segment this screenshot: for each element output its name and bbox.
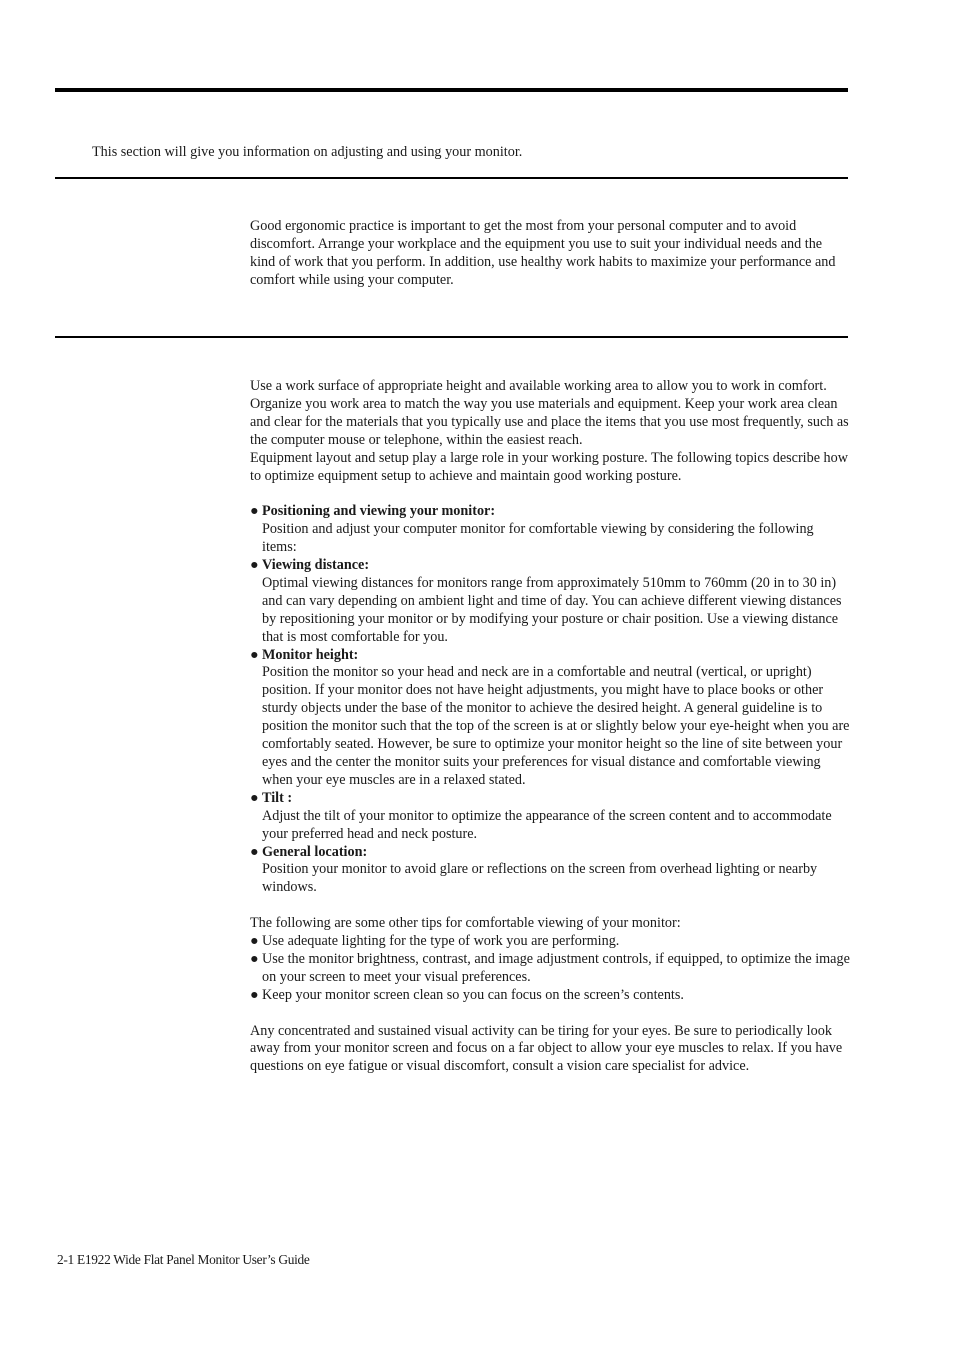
topic-body: Adjust the tilt of your monitor to optimize the appearance of the screen content and to accommodate your preferred head and neck posture. bbox=[262, 807, 832, 842]
bullet-icon: ● bbox=[250, 950, 259, 967]
topic-general-location bbox=[250, 844, 850, 898]
tip-text: Use adequate lighting for the type of work you are performing. bbox=[262, 933, 620, 950]
topic-body: Position the monitor so your head and neck are in a comfortable and neutral (vertical, or upright) position. If your monitor does not have height adjustments, you might have to place books or other sturdy objects under the base of the monitor to achieve the desired height. A general guideline is to position the monitor such that the top of the screen is at or slightly below your eye-height when you are comfortably seated. However, be sure to optimize your monitor height so the line of site between your eyes and the center the monitor suits your preferences for visual distance and comfortable viewing when your eye muscles are in a relaxed stated. bbox=[262, 664, 850, 788]
topic-viewing-distance bbox=[250, 557, 850, 647]
workspace-paragraph-1: Use a work surface of appropriate height and available working area to allow you to work in comfort. bbox=[250, 378, 827, 394]
topic-tilt bbox=[250, 790, 850, 844]
tip-item bbox=[250, 987, 850, 1005]
ergonomics-intro bbox=[250, 218, 850, 290]
topic-monitor-height bbox=[250, 647, 850, 790]
topic-title: Positioning and viewing your monitor: bbox=[262, 503, 496, 520]
bullet-icon: ● bbox=[250, 646, 259, 663]
workspace-section bbox=[250, 378, 850, 1076]
chapter-top-rule bbox=[55, 88, 848, 92]
tip-item bbox=[250, 933, 850, 951]
tips-intro: The following are some other tips for comfortable viewing of your monitor: bbox=[250, 915, 681, 932]
section-divider-2 bbox=[55, 336, 848, 338]
workspace-paragraph-3: Equipment layout and setup play a large role in your working posture. The following topics describe how to optimize equipment setup to achieve and maintain good working posture. bbox=[250, 449, 848, 484]
topic-body: Optimal viewing distances for monitors range from approximately 510mm to 760mm (20 in to 30 in) and can vary depending on ambient light and time of day. You can achieve different viewing distances by repositioning your monitor or by modifying your posture or chair position. Use a viewing distance that is most comfortable for you. bbox=[262, 574, 842, 645]
bullet-icon: ● bbox=[250, 933, 259, 950]
workspace-paragraph-2: Organize you work area to match the way you use materials and equipment. Keep your work area clean and clear for the materials that you typically use and place the items that you use most frequently, such as the computer mouse or telephone, within the easiest reach. bbox=[250, 395, 849, 448]
bullet-icon: ● bbox=[250, 503, 259, 520]
ergonomics-intro-paragraph: Good ergonomic practice is important to get the most from your personal computer and to avoid discomfort. Arrange your workplace and the equipment you use to suit your individual needs and the kind of work that you perform. In addition, use healthy work habits to maximize your performance and comfort while using your computer. bbox=[250, 218, 836, 288]
topic-title: Tilt : bbox=[262, 789, 293, 806]
chapter-intro-text: This section will give you information on adjusting and using your monitor. bbox=[92, 144, 523, 160]
topic-title: Monitor height: bbox=[262, 646, 359, 663]
bullet-icon: ● bbox=[250, 789, 259, 806]
bullet-icon: ● bbox=[250, 986, 259, 1003]
topic-body: Position and adjust your computer monitor for comfortable viewing by considering the following items: bbox=[262, 521, 814, 556]
bullet-icon: ● bbox=[250, 843, 259, 860]
bullet-icon: ● bbox=[250, 557, 259, 574]
topic-title: General location: bbox=[262, 843, 368, 860]
topic-body: Position your monitor to avoid glare or reflections on the screen from overhead lighting or nearby windows. bbox=[262, 861, 818, 896]
tip-text: Keep your monitor screen clean so you can focus on the screen’s contents. bbox=[262, 986, 684, 1003]
section-divider-1 bbox=[55, 177, 848, 179]
tip-text: Use the monitor brightness, contrast, and image adjustment controls, if equipped, to optimize the image on your screen to meet your visual preferences. bbox=[262, 950, 850, 985]
topic-title: Viewing distance: bbox=[262, 557, 370, 574]
page-footer: 2-1 E1922 Wide Flat Panel Monitor User’s Guide bbox=[57, 1252, 310, 1267]
topic-positioning bbox=[250, 503, 850, 557]
eye-fatigue-paragraph: Any concentrated and sustained visual activity can be tiring for your eyes. Be sure to periodically look away from your monitor screen and focus on a far object to allow your eye muscles to relax. If you have questions on eye fatigue or visual discomfort, consult a vision care specialist for advice. bbox=[250, 1022, 843, 1075]
tip-item bbox=[250, 951, 850, 987]
